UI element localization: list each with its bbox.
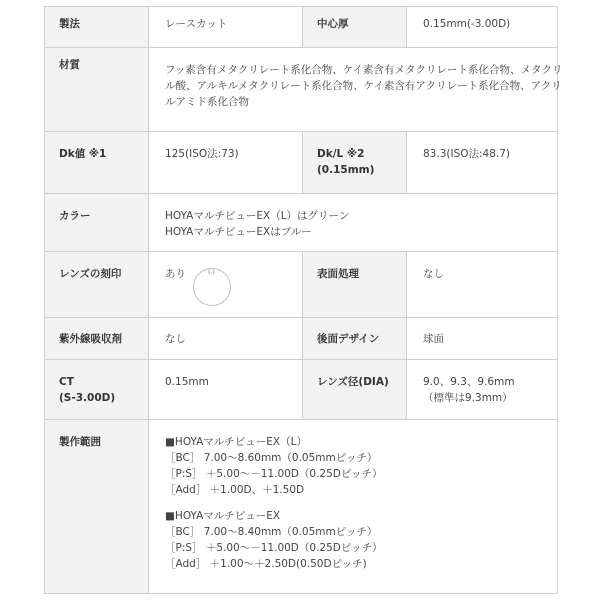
uv-label: 紫外線吸収剤 xyxy=(45,318,149,360)
row-color xyxy=(45,194,558,252)
surface-label: 表面処理 xyxy=(303,252,407,318)
dkl-label-line-2: (0.15mm) xyxy=(317,164,375,176)
range-block-l xyxy=(165,434,557,498)
color-value xyxy=(149,194,558,252)
engraving-mark: (-) xyxy=(208,269,215,276)
dkl-label xyxy=(303,132,407,194)
row-uv xyxy=(45,318,558,360)
color-line-2: HOYAマルチビューEXはブルー xyxy=(165,226,312,238)
diameter-value xyxy=(407,360,558,420)
ct-label-line-2: (S-3.00D) xyxy=(59,392,116,404)
engraving-value xyxy=(149,252,303,318)
color-label: カラー xyxy=(45,194,149,252)
row-ct xyxy=(45,360,558,420)
diameter-line-2: （標準は9.3mm） xyxy=(423,392,513,404)
row-material xyxy=(45,48,558,132)
range-l-ps: ［P:S］ ＋5.00～－11.00D（0.25Dピッチ） xyxy=(165,468,383,480)
range-gap xyxy=(165,498,557,508)
dk-label: Dk値 ※1 xyxy=(45,132,149,194)
range-ex-bc: ［BC］ 7.00～8.40mm（0.05mmピッチ） xyxy=(165,526,378,538)
ct-label-line-1: CT xyxy=(59,376,74,388)
row-engraving xyxy=(45,252,558,318)
range-label: 製作範囲 xyxy=(45,420,149,594)
center-thickness-value: 0.15mm(-3.00D) xyxy=(407,7,558,48)
row-dk xyxy=(45,132,558,194)
surface-value: なし xyxy=(407,252,558,318)
back-design-label: 後面デザイン xyxy=(303,318,407,360)
diameter-label: レンズ径(DIA) xyxy=(303,360,407,420)
material-label: 材質 xyxy=(45,48,149,132)
range-value xyxy=(149,420,558,594)
engraving-label: レンズの刻印 xyxy=(45,252,149,318)
color-line-1: HOYAマルチビューEX（L）はグリーン xyxy=(165,210,350,222)
spec-table xyxy=(44,6,563,594)
method-label: 製法 xyxy=(45,7,149,48)
row-method xyxy=(45,7,558,48)
range-ex-add: ［Add］ ＋1.00～＋2.50D(0.50Dピッチ) xyxy=(165,558,367,570)
material-line-2: ル酸、アルキルメタクリレート系化合物、ケイ素含有アクリレート系化合物、アクリ xyxy=(165,80,562,92)
method-value: レースカット xyxy=(149,7,303,48)
dk-value: 125(ISO法:73) xyxy=(149,132,303,194)
dkl-label-line-1: Dk/L ※2 xyxy=(317,148,365,160)
range-l-add: ［Add］ ＋1.00D、＋1.50D xyxy=(165,484,305,496)
range-block-ex xyxy=(165,508,557,572)
engraving-container xyxy=(165,266,302,282)
range-ex-title: ■HOYAマルチビューEX xyxy=(165,510,281,522)
diameter-line-1: 9.0、9.3、9.6mm xyxy=(423,376,515,388)
range-l-bc: ［BC］ 7.00～8.60mm（0.05mmピッチ） xyxy=(165,452,378,464)
material-value xyxy=(149,48,563,132)
ct-value: 0.15mm xyxy=(149,360,303,420)
material-line-1: フッ素含有メタクリレート系化合物、ケイ素含有メタクリレート系化合物、メタクリ xyxy=(165,64,563,76)
material-line-3: ルアミド系化合物 xyxy=(165,96,249,108)
dkl-value: 83.3(ISO法:48.7) xyxy=(407,132,558,194)
center-thickness-label: 中心厚 xyxy=(303,7,407,48)
back-design-value: 球面 xyxy=(407,318,558,360)
engraving-text: あり xyxy=(165,268,186,280)
uv-value: なし xyxy=(149,318,303,360)
range-ex-ps: ［P:S］ ＋5.00～－11.00D（0.25Dピッチ） xyxy=(165,542,383,554)
ct-label xyxy=(45,360,149,420)
range-l-title: ■HOYAマルチビューEX（L） xyxy=(165,436,307,448)
row-range xyxy=(45,420,558,594)
